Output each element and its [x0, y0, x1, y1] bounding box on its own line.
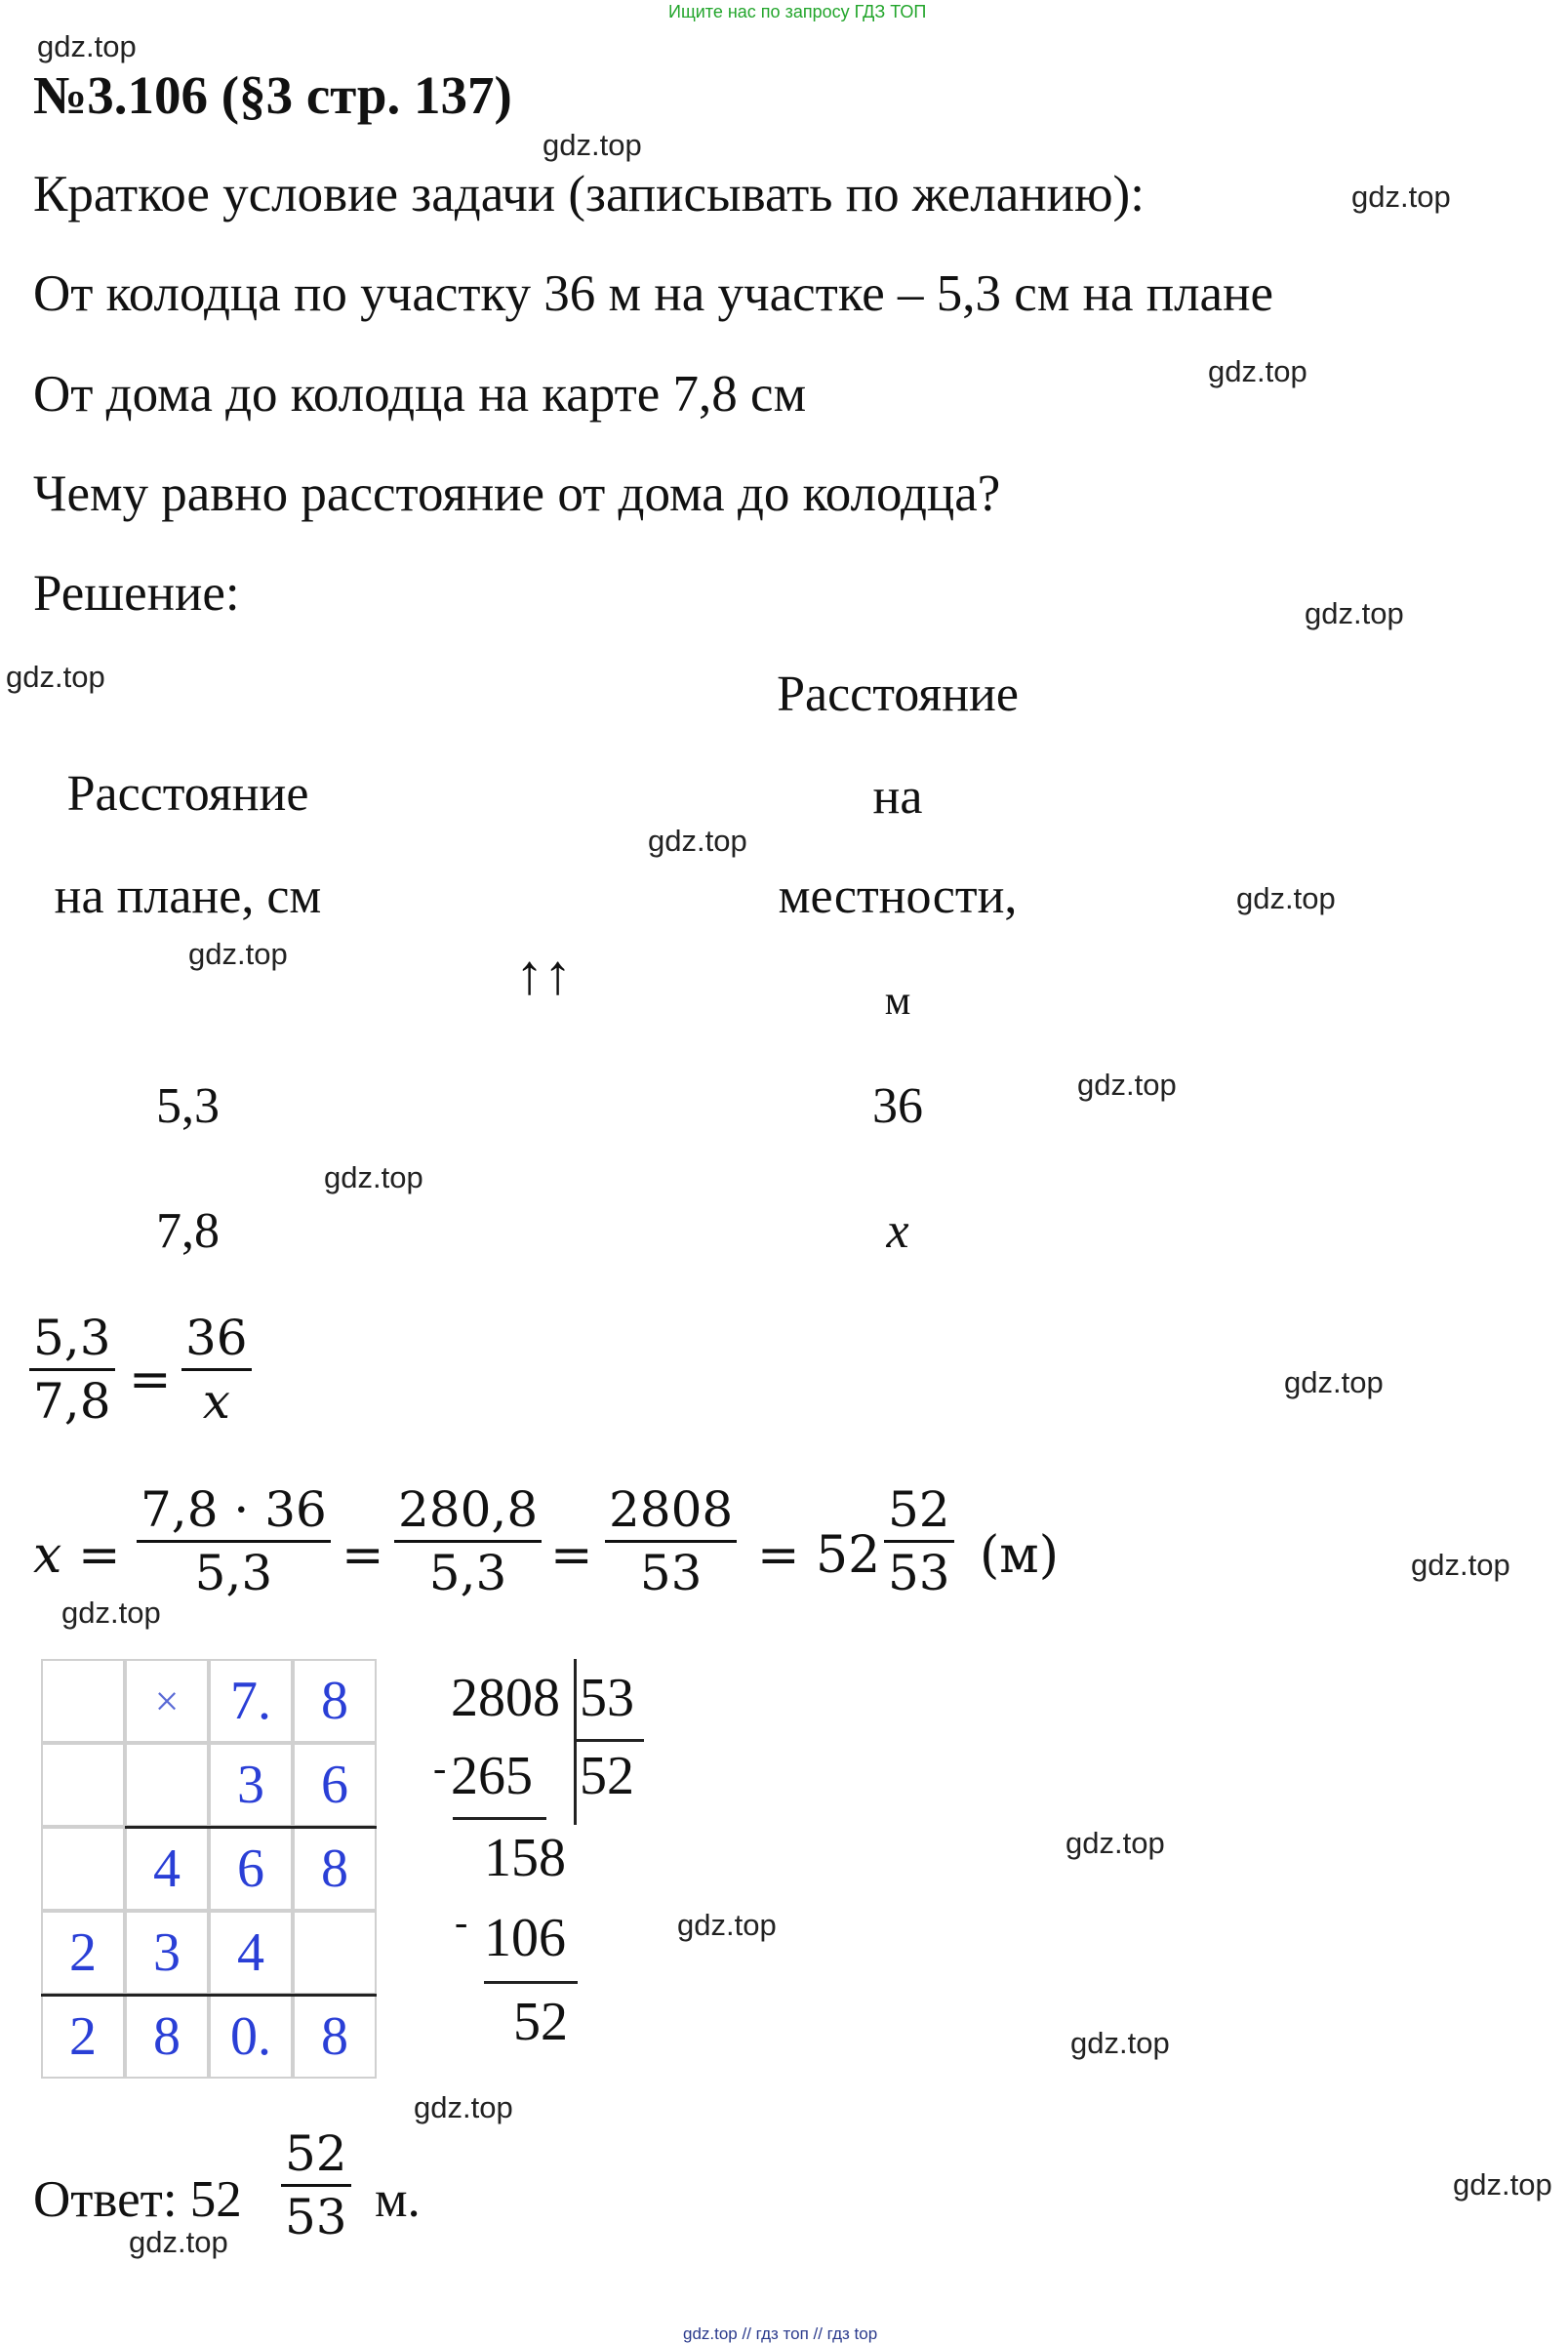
fraction-denominator: 5,3 [194, 1545, 273, 1601]
fraction-denominator: 53 [639, 1545, 703, 1601]
watermark: gdz.top [61, 1596, 161, 1630]
grid-cell: 8 [125, 1995, 209, 2079]
question-line: Чему равно расстояние от дома до колодца? [33, 465, 1001, 522]
ground-value-1: 36 [872, 1078, 923, 1134]
equation-fraction-2 [394, 1481, 542, 1601]
right-header-line-3: местности, [778, 869, 1018, 924]
grid-cell-times-sign: × [125, 1659, 209, 1743]
short-condition-label: Краткое условие задачи (записывать по желанию): [33, 166, 1145, 222]
grid-cell: 3 [125, 1911, 209, 1995]
watermark: gdz.top [1351, 180, 1451, 214]
solution-label: Решение: [33, 565, 240, 622]
division-rule [453, 1817, 546, 1820]
division-remainder-1: 158 [484, 1828, 566, 1888]
grid-cell [41, 1659, 125, 1743]
division-divisor: 53 [580, 1668, 634, 1728]
division-subtrahend-1: 265 [451, 1746, 533, 1806]
fraction-bar [394, 1540, 542, 1543]
grid-cell: 6 [209, 1827, 293, 1911]
division-quotient-line [576, 1739, 644, 1742]
watermark: gdz.top [1453, 2167, 1552, 2202]
right-header-line-1: Расстояние [777, 667, 1019, 722]
multiplication-rule [41, 1994, 377, 1997]
equation-equals: = [757, 1526, 800, 1585]
grid-cell: 8 [293, 1827, 377, 1911]
grid-cell: 3 [209, 1743, 293, 1827]
fraction-numerator: 2808 [609, 1481, 734, 1538]
right-header-line-4: м [884, 979, 911, 1024]
fraction-bar [137, 1540, 331, 1543]
fraction-denominator: x [202, 1373, 230, 1430]
watermark: gdz.top [648, 824, 747, 858]
watermark: gdz.top [129, 2225, 228, 2259]
grid-cell [293, 1911, 377, 1995]
fraction-numerator: 52 [285, 2125, 347, 2182]
top-banner[interactable]: Ищите нас по запросу ГДЗ ТОП [668, 2, 927, 21]
ground-value-2: x [886, 1203, 909, 1259]
equation-equals: = [78, 1526, 121, 1585]
grid-cell: 8 [293, 1995, 377, 2079]
watermark: gdz.top [6, 660, 105, 694]
answer-fraction [281, 2125, 351, 2245]
division-rule [484, 1981, 578, 1984]
problem-title: №3.106 (§3 стр. 137) [33, 65, 512, 125]
watermark: gdz.top [37, 29, 137, 63]
grid-cell: 7. [209, 1659, 293, 1743]
grid-cell: 2 [41, 1911, 125, 1995]
multiplication-rule [125, 1826, 377, 1829]
division-vertical-line [574, 1659, 577, 1825]
watermark: gdz.top [1070, 2026, 1170, 2060]
watermark: gdz.top [1077, 1068, 1177, 1102]
proportion-right-fraction [181, 1310, 252, 1430]
equation-unit: (м) [980, 1526, 1060, 1585]
left-header-line-1: Расстояние [66, 766, 309, 822]
footer-links[interactable]: gdz.top // гдз топ // гдз top [683, 2324, 878, 2343]
watermark: gdz.top [1236, 881, 1336, 915]
grid-cell [125, 1743, 209, 1827]
direct-proportion-arrows: ↑↑ [515, 943, 572, 1006]
fraction-bar [29, 1368, 115, 1371]
grid-cell: 8 [293, 1659, 377, 1743]
equation-fraction-1 [137, 1481, 331, 1601]
grid-cell: 0. [209, 1995, 293, 2079]
watermark: gdz.top [677, 1908, 777, 1942]
equation-fraction-3 [605, 1481, 737, 1601]
fraction-denominator: 5,3 [428, 1545, 507, 1601]
equation-whole-part: 52 [816, 1526, 881, 1585]
answer-unit: м. [375, 2171, 421, 2228]
fraction-bar [181, 1368, 252, 1371]
division-quotient: 52 [580, 1746, 634, 1806]
fraction-denominator: 53 [285, 2189, 347, 2245]
fraction-numerator: 5,3 [33, 1310, 111, 1366]
fraction-numerator: 280,8 [398, 1481, 539, 1538]
grid-cell: 4 [125, 1827, 209, 1911]
condition-line-2: От дома до колодца на карте 7,8 см [33, 366, 807, 423]
plan-value-1: 5,3 [156, 1078, 220, 1134]
fraction-bar [884, 1540, 954, 1543]
fraction-bar [281, 2184, 351, 2187]
equation-equals: = [342, 1526, 384, 1585]
condition-line-1: От колодца по участку 36 м на участке – 5,3 см на плане [33, 265, 1273, 322]
grid-cell: 6 [293, 1743, 377, 1827]
equation-equals: = [550, 1526, 593, 1585]
watermark: gdz.top [1411, 1548, 1510, 1582]
watermark: gdz.top [1305, 596, 1404, 630]
fraction-numerator: 36 [185, 1310, 248, 1366]
division-dividend: 2808 [451, 1668, 560, 1728]
grid-cell [41, 1827, 125, 1911]
plan-value-2: 7,8 [156, 1203, 220, 1259]
fraction-numerator: 52 [888, 1481, 950, 1538]
fraction-denominator: 7,8 [33, 1373, 111, 1430]
fraction-denominator: 53 [888, 1545, 950, 1601]
watermark: gdz.top [1065, 1826, 1165, 1860]
grid-cell [41, 1743, 125, 1827]
left-header-line-2: на плане, см [54, 869, 322, 924]
watermark: gdz.top [1284, 1365, 1384, 1399]
equation-variable: x [33, 1526, 62, 1585]
watermark: gdz.top [414, 2090, 513, 2124]
division-remainder: 52 [513, 1992, 568, 2052]
equation-fraction-4 [884, 1481, 954, 1601]
watermark: gdz.top [543, 128, 642, 162]
division-minus-sign: - [433, 1746, 447, 1790]
answer-label: Ответ: 52 [33, 2171, 242, 2228]
division-subtrahend-2: 106 [484, 1908, 566, 1968]
division-minus-sign: - [455, 1900, 468, 1944]
grid-cell: 4 [209, 1911, 293, 1995]
right-header-line-2: на [872, 769, 923, 825]
proportion-left-fraction [29, 1310, 115, 1430]
fraction-numerator: 7,8 · 36 [141, 1481, 327, 1538]
watermark: gdz.top [1208, 354, 1307, 388]
watermark: gdz.top [324, 1160, 423, 1194]
fraction-bar [605, 1540, 737, 1543]
proportion-equals: = [129, 1351, 172, 1409]
watermark: gdz.top [188, 937, 288, 971]
grid-cell: 2 [41, 1995, 125, 2079]
